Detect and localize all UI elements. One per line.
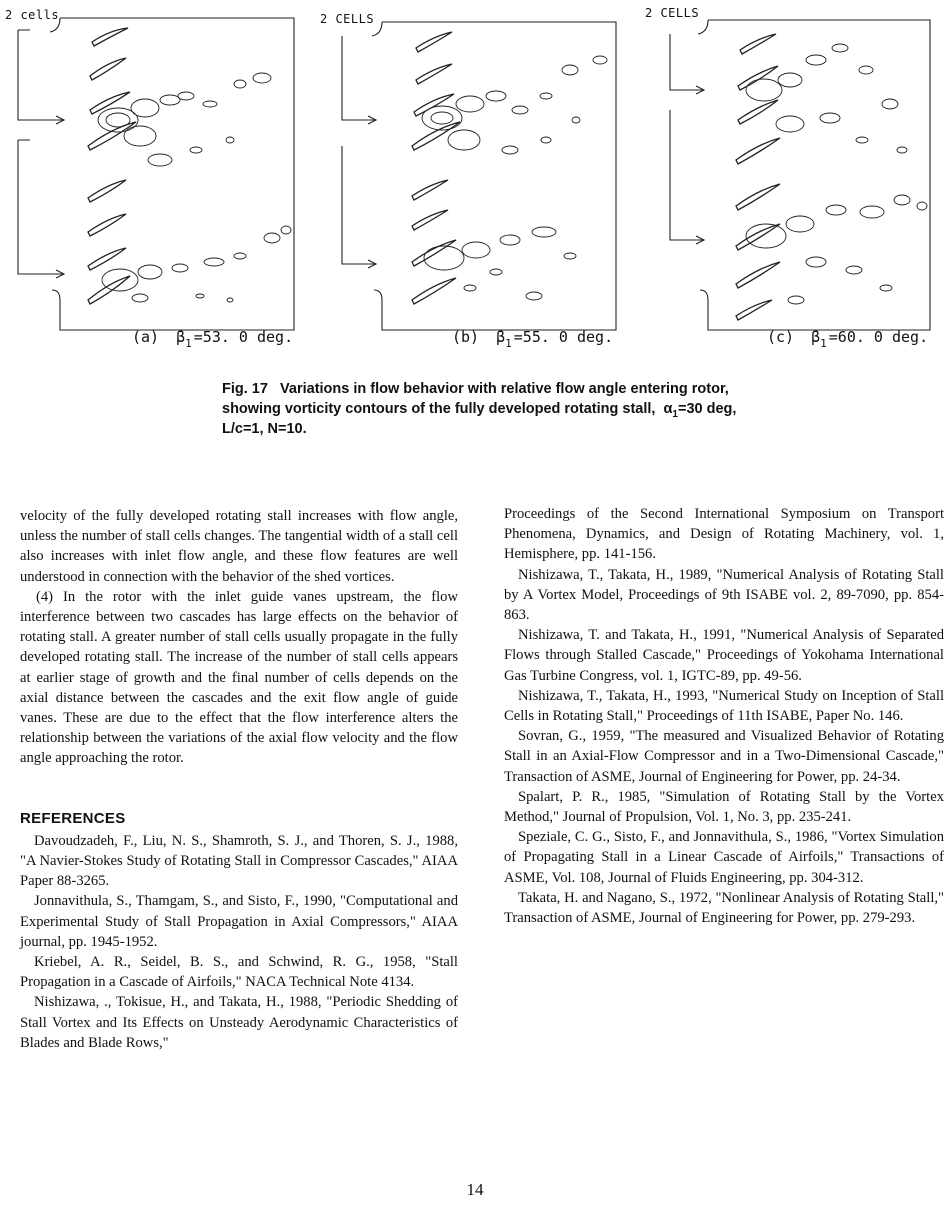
left-column	[20, 506, 458, 1053]
beta-subscript: 1	[505, 337, 512, 350]
panel-caption-c	[767, 328, 929, 350]
beta-symbol: β	[811, 328, 821, 346]
vortex-contours-b	[422, 56, 607, 300]
vorticity-panel-a	[0, 0, 310, 345]
panel-caption-a	[132, 328, 294, 350]
reference-item: Speziale, C. G., Sisto, F., and Jonnavithula, S., 1986, "Vortex Simulation of Propagating Stall in a Linear Cascade of Airfoils," Transactions of ASME, Vol. 108, Journal of Fluids Engineering, pp. 304-312.	[504, 829, 944, 886]
beta-subscript: 1	[185, 337, 192, 350]
beta-subscript: 1	[820, 337, 827, 350]
panel-label: (a)	[132, 328, 160, 346]
caption-text: Variations in flow behavior with relative flow angle entering rotor, showing vorticity contours of the fully developed rotating stall,	[222, 381, 729, 417]
beta-value: =55. 0 deg.	[513, 328, 614, 346]
reference-item: Jonnavithula, S., Thamgam, S., and Sisto, F., 1990, "Computational and Experimental Study of Stall Propagation in Axial Compressors," AIAA journal, pp. 1945-1952.	[20, 893, 458, 950]
alpha-subscript: 1	[672, 408, 678, 420]
vortex-contours-a	[98, 73, 291, 302]
beta-value: =53. 0 deg.	[193, 328, 294, 346]
figure-17	[0, 0, 950, 460]
vorticity-panel-b	[320, 0, 640, 345]
reference-item: Takata, H. and Nagano, S., 1972, "Nonlinear Analysis of Rotating Stall," Transaction of ASME, Journal of Engineering for Power, pp. 279-293.	[504, 889, 944, 927]
reference-item: Nishizawa, T., Takata, H., 1989, "Numerical Analysis of Rotating Stall by A Vortex Model, Proceedings of 9th ISABE vol. 2, 89-7090, pp. 854-863.	[504, 566, 944, 624]
blade-row-b	[412, 32, 460, 304]
figure-label: Fig. 17	[222, 381, 268, 397]
alpha-symbol: α	[663, 400, 673, 417]
beta-symbol: β	[176, 328, 186, 346]
blade-row-c	[736, 34, 780, 320]
reference-item: Spalart, P. R., 1985, "Simulation of Rotating Stall by the Vortex Method," Journal of Propulsion, Vol. 1, No. 3, pp. 235-241.	[504, 788, 944, 826]
vorticity-panel-c	[640, 0, 950, 345]
reference-continued: Proceedings of the Second International Symposium on Transport Phenomena, Dynamics, and Design of Rotating Machinery, vol. 1, Hemisphere, pp. 141-156.	[504, 506, 944, 563]
blade-row-a	[88, 28, 136, 304]
page-number: 14	[466, 1180, 484, 1199]
reference-item: Davoudzadeh, F., Liu, N. S., Shamroth, S. J., and Thoren, S. J., 1988, "A Navier-Stokes Study of Rotating Stall in Compressor Cascades," AIAA Paper 88-3265.	[20, 832, 458, 890]
reference-item: Nishizawa, T., Takata, H., 1993, "Numerical Study on Inception of Stall Cells in Rotating Stall," Proceedings of 11th ISABE, Paper No. 146.	[504, 687, 944, 725]
caption-text-end: =30 deg, L/c=1, N=10.	[222, 400, 737, 437]
cells-label-a: 2 cells	[5, 8, 60, 22]
body-paragraph: velocity of the fully developed rotating stall increases with flow angle, unless the number of stall cells changes. The tangential width of a stall cell also increases with inlet flow angle, and these flow features are well understood in connection with the behavior of the shed vortices.	[20, 508, 458, 585]
beta-value: =60. 0 deg.	[828, 328, 929, 346]
reference-item: Sovran, G., 1959, "The measured and Visualized Behavior of Rotating Stall in an Axial-Flow Compressor and in a Two-Dimensional Cascade," Transaction of ASME, Journal of Engineering for Power, pp. 24-34.	[504, 728, 944, 785]
beta-symbol: β	[496, 328, 506, 346]
cells-label-b: 2 CELLS	[320, 12, 375, 26]
reference-item: Nishizawa, ., Tokisue, H., and Takata, H., 1988, "Periodic Shedding of Stall Vortex and Its Effects on Unsteady Aerodynamic Characteristics of Blades and Blade Rows,"	[20, 994, 458, 1051]
panel-label: (b)	[452, 328, 480, 346]
right-column	[504, 504, 944, 928]
figure-caption	[222, 380, 762, 440]
reference-item: Nishizawa, T. and Takata, H., 1991, "Numerical Analysis of Separated Flows through Stalled Cascade," Proceedings of Yokohama International Gas Turbine Congress, vol. 1, IGTC-89, pp. 49-56.	[504, 627, 944, 684]
panel-label: (c)	[767, 328, 795, 346]
cells-label-c: 2 CELLS	[645, 6, 700, 20]
references-heading: REFERENCES	[20, 809, 126, 827]
panel-caption-b	[452, 328, 614, 350]
body-paragraph: (4) In the rotor with the inlet guide vanes upstream, the flow interference between two cascades has large effects on the behavior of rotating stall. A greater number of stall cells usually propagate in the fully developed rotating stall. The increase of the number of stall cells appears at earlier stage of growth and the final number of cells depends on the axial distance between the cascades and the exit flow angle of guide vanes. These are due to the effect that the flow interference alters the relationship between the variations of the axial flow velocity and the flow angle approaching the rotor.	[20, 588, 458, 767]
reference-item: Kriebel, A. R., Seidel, B. S., and Schwind, R. G., 1958, "Stall Propagation in a Cascade of Airfoils," NACA Technical Note 4134.	[20, 954, 458, 991]
vortex-contours-c	[746, 44, 927, 304]
